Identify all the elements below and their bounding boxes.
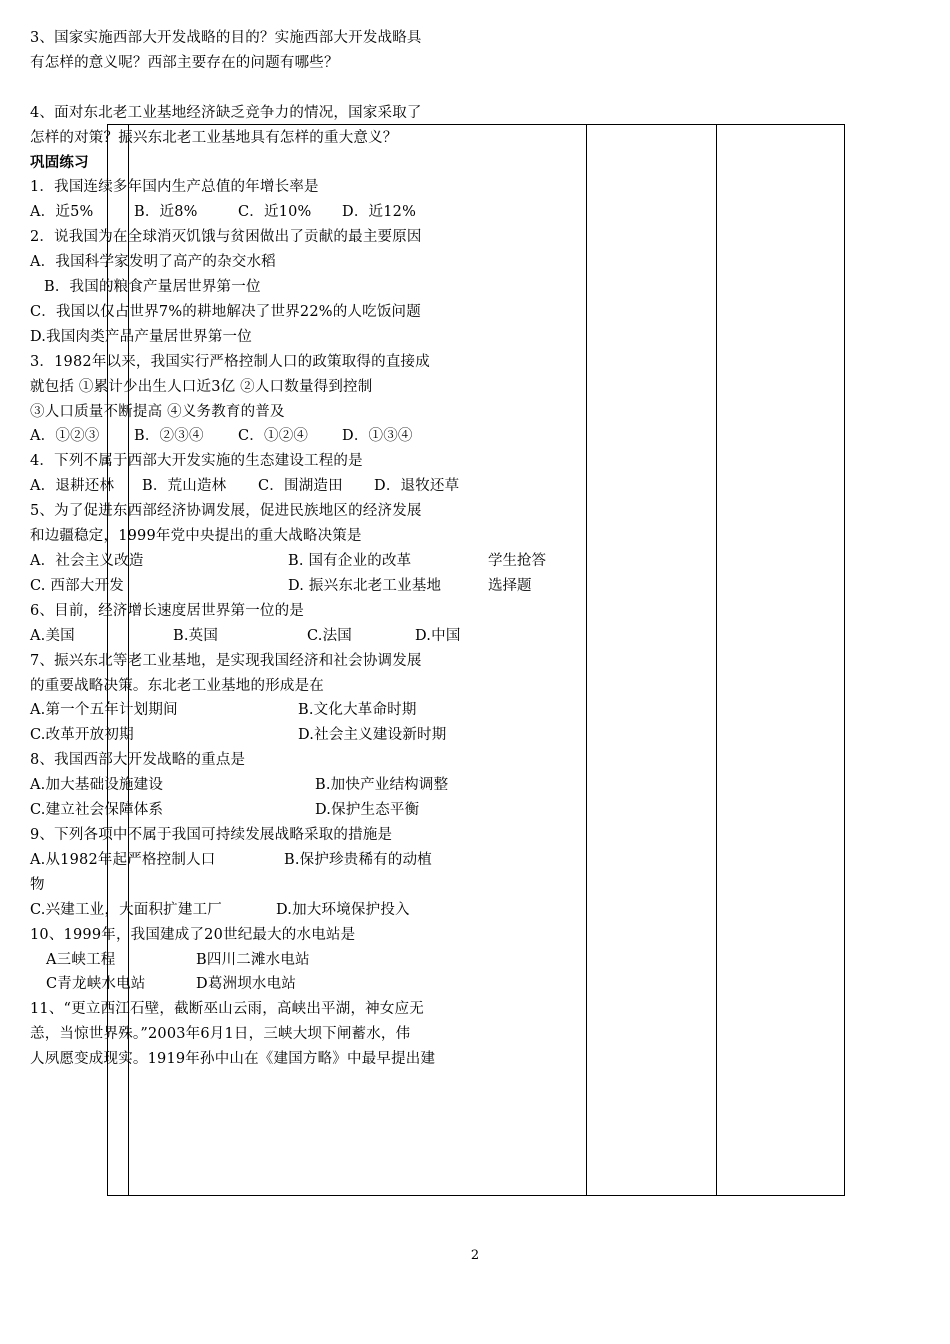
exercise-4-options: [30, 474, 476, 499]
option-d: D.加大环境保护投入: [276, 901, 410, 918]
option-d: D.保护生态平衡: [315, 802, 420, 819]
option-d: D．退牧还草: [374, 478, 460, 495]
option-a: A．近5%: [30, 204, 94, 221]
exercise-11-stem: 恙，当惊世界殊。”2003年6月1日，三峡大坝下闸蓄水，伟: [30, 1026, 411, 1043]
option-d: D.中国: [415, 627, 461, 644]
option-d: D. 振兴东北老工业基地: [288, 577, 442, 594]
spacer: [30, 76, 476, 101]
exercise-5-options: [30, 574, 476, 599]
exercise-8-options: [30, 773, 476, 798]
option-a: A三峡工程: [46, 951, 116, 968]
option-b: B.英国: [173, 627, 219, 644]
option-a: A.从1982年起严格控制人口: [30, 851, 216, 868]
option-a: A.第一个五年计划期间: [30, 702, 178, 719]
exercise-1-options: [30, 200, 476, 225]
exercise-1-stem: 1．我国连续多年国内生产总值的年增长率是: [30, 179, 319, 196]
option-d: D.社会主义建设新时期: [298, 727, 447, 744]
exercise-6-stem: 6、目前，经济增长速度居世界第一位的是: [30, 602, 305, 619]
option-b: B.加快产业结构调整: [315, 777, 449, 794]
exercise-10-options: [30, 948, 476, 973]
option-c: C.法国: [307, 627, 352, 644]
exercise-6-options: [30, 624, 476, 649]
exercise-3-options: [30, 424, 476, 449]
option-b: B．荒山造林: [142, 478, 227, 495]
exercise-8-stem: 8、我国西部大开发战略的重点是: [30, 752, 246, 769]
exercise-11-stem: 人夙愿变成现实。1919年孙中山在《建国方略》中最早提出建: [30, 1051, 436, 1068]
exercise-3-stem: 就包括 ①累计少出生人口近3亿 ②人口数量得到控制: [30, 378, 373, 395]
exercise-10-options: [30, 972, 476, 997]
exercise-3-stem: ③人口质量不断提高 ④义务教育的普及: [30, 403, 285, 420]
exercise-11-stem: 11、“更立西江石壁，截断巫山云雨，高峡出平湖，神女应无: [30, 1001, 424, 1018]
option-d: D．近12%: [342, 204, 417, 221]
exercise-7-options: [30, 723, 476, 748]
option-c: C．近10%: [238, 204, 312, 221]
option-d: D葛洲坝水电站: [196, 976, 297, 993]
option-c: C青龙峡水电站: [46, 976, 146, 993]
option-a: A．我国科学家发明了高产的杂交水稻: [30, 254, 276, 271]
exercise-9-options: [30, 848, 476, 873]
option-d: D.我国肉类产品产量居世界第一位: [30, 328, 252, 345]
column-divider: [586, 125, 587, 1195]
option-c: C．围湖造田: [258, 478, 343, 495]
question-3-line: 有怎样的意义呢？西部主要存在的问题有哪些？: [30, 54, 339, 71]
exercise-8-options: [30, 798, 476, 823]
content-column: [30, 26, 476, 1072]
option-c: C．①②④: [238, 428, 309, 445]
option-c: C. 西部大开发: [30, 577, 124, 594]
note-line: 学生抢答: [488, 553, 546, 569]
option-c: C．我国以仅占世界7%的耕地解决了世界22%的人吃饭问题: [30, 303, 421, 320]
exercise-9-stem: 9、下列各项中不属于我国可持续发展战略采取的措施是: [30, 826, 393, 843]
option-c: C.兴建工业，大面积扩建工厂: [30, 901, 222, 918]
exercise-10-stem: 10、1999年，我国建成了20世纪最大的水电站是: [30, 926, 356, 943]
option-c: C.改革开放初期: [30, 727, 134, 744]
question-4-line: 4、面对东北老工业基地经济缺乏竞争力的情况，国家采取了: [30, 104, 422, 121]
exercise-2-stem: 2．说我国为在全球消灭饥饿与贫困做出了贡献的最主要原因: [30, 229, 422, 246]
option-b: B.文化大革命时期: [298, 702, 417, 719]
column-divider: [716, 125, 717, 1195]
question-3-line: 3、国家实施西部大开发战略的目的？实施西部大开发战略具: [30, 30, 422, 46]
option-a: A.加大基础设施建设: [30, 777, 164, 794]
exercise-7-options: [30, 698, 476, 723]
option-b: B四川二滩水电站: [196, 951, 310, 968]
option-b-wrap: 物: [30, 876, 45, 893]
exercise-7-stem: 7、振兴东北等老工业基地，是实现我国经济和社会协调发展: [30, 652, 422, 669]
exercise-3-stem: 3．1982年以来，我国实行严格控制人口的政策取得的直接成: [30, 353, 430, 370]
option-b: B．②③④: [134, 428, 204, 445]
exercise-5-options: [30, 549, 476, 574]
exercise-4-stem: 4．下列不属于西部大开发实施的生态建设工程的是: [30, 453, 363, 470]
exercise-5-stem: 5、为了促进东西部经济协调发展，促进民族地区的经济发展: [30, 503, 422, 520]
option-d: D．①③④: [342, 428, 413, 445]
option-b: B．近8%: [134, 204, 198, 221]
exercise-9-options: [30, 898, 476, 923]
exercise-7-stem: 的重要战略决策。东北老工业基地的形成是在: [30, 677, 324, 694]
exercise-5-stem: 和边疆稳定，1999年党中央提出的重大战略决策是: [30, 528, 362, 545]
option-b: B.保护珍贵稀有的动植: [284, 851, 432, 868]
page-number: 2: [470, 1248, 480, 1263]
option-a: A．①②③: [30, 428, 100, 445]
option-a: A.美国: [30, 627, 75, 644]
option-b: B. 国有企业的改革: [288, 553, 412, 570]
section-title: 巩固练习: [30, 153, 89, 171]
option-a: A．退耕还林: [30, 478, 115, 495]
teacher-note: [488, 549, 546, 599]
option-c: C.建立社会保障体系: [30, 802, 164, 819]
option-a: A．社会主义改造: [30, 553, 144, 570]
note-line: 选择题: [488, 577, 532, 594]
option-b: B．我国的粮食产量居世界第一位: [44, 279, 261, 296]
question-4-line: 怎样的对策？振兴东北老工业基地具有怎样的重大意义？: [30, 129, 398, 146]
